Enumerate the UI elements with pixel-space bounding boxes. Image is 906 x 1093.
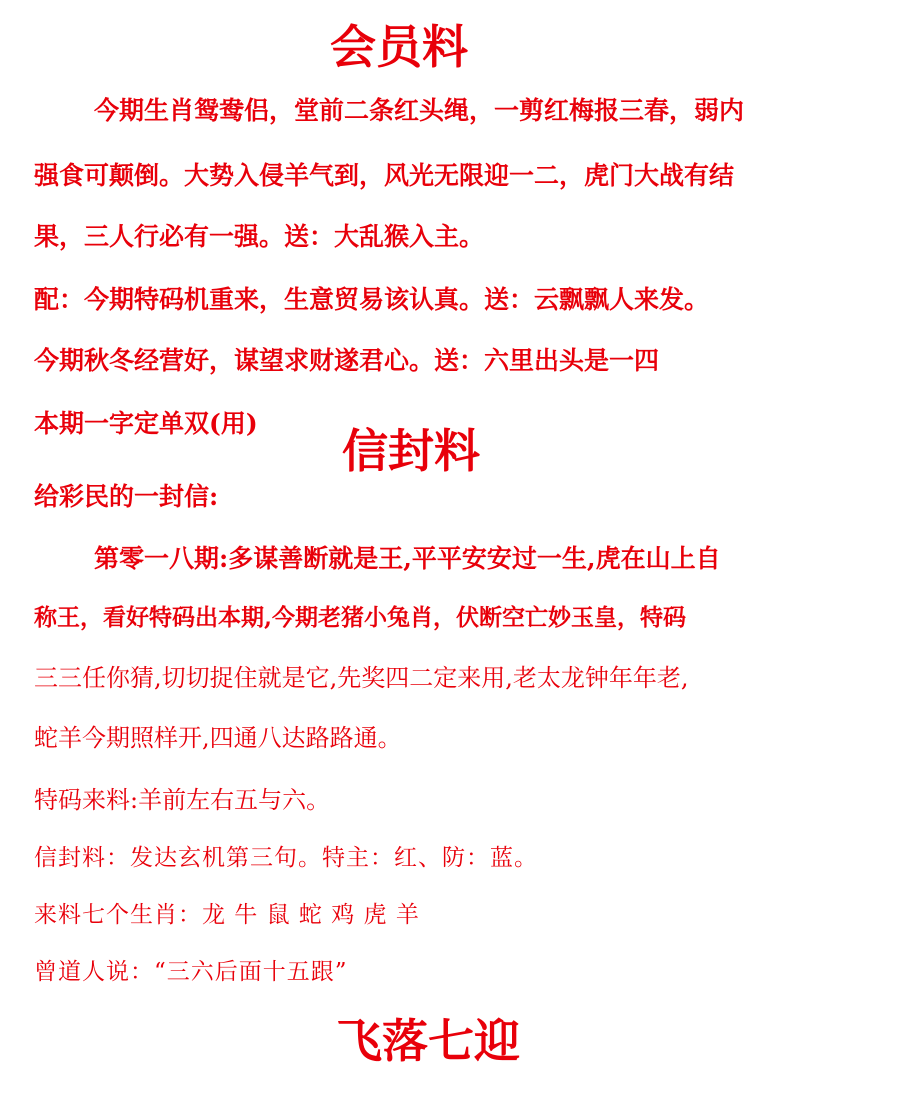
letter-quote: 曾道人说：“三六后面十五跟” (34, 959, 348, 985)
letter-zodiac-list: 来料七个生肖：龙 牛 鼠 蛇 鸡 虎 羊 (34, 902, 420, 928)
member-section-title: 会员料 (330, 20, 468, 74)
member-line-4: 配：今期特码机重来，生意贸易该认真。送：云飘飘人来发。 (34, 285, 710, 314)
letter-special-code: 特码来料:羊前左右五与六。 (34, 786, 331, 814)
letter-envelope-hint: 信封料：发达玄机第三句。特主：红、防：蓝。 (34, 845, 538, 871)
footer-title: 飞落七迎 (336, 1014, 520, 1068)
letter-section-title: 信封料 (342, 424, 480, 478)
letter-line-3: 三三任你猜,切切捉住就是它,先奖四二定来用,老太龙钟年年老, (34, 664, 689, 692)
member-line-1: 今期生肖鸳鸯侣，堂前二条红头绳，一剪红梅报三春，弱内 (94, 96, 745, 125)
letter-greeting: 给彩民的一封信: (34, 482, 219, 511)
letter-line-4: 蛇羊今期照样开,四通八达路路通。 (34, 724, 402, 752)
letter-line-2: 称王，看好特码出本期,今期老猪小兔肖，伏断空亡妙玉皇，特码 (34, 604, 687, 631)
member-line-3: 果，三人行必有一强。送：大乱猴入主。 (34, 222, 485, 251)
member-line-6: 本期一字定单双(用) (34, 409, 258, 438)
letter-line-1: 第零一八期:多谋善断就是王,平平安安过一生,虎在山上自 (94, 544, 721, 573)
member-line-2: 强食可颠倒。大势入侵羊气到，风光无限迎一二，虎门大战有结 (34, 161, 735, 190)
member-line-5: 今期秋冬经营好，谋望求财遂君心。送：六里出头是一四 (34, 346, 660, 375)
